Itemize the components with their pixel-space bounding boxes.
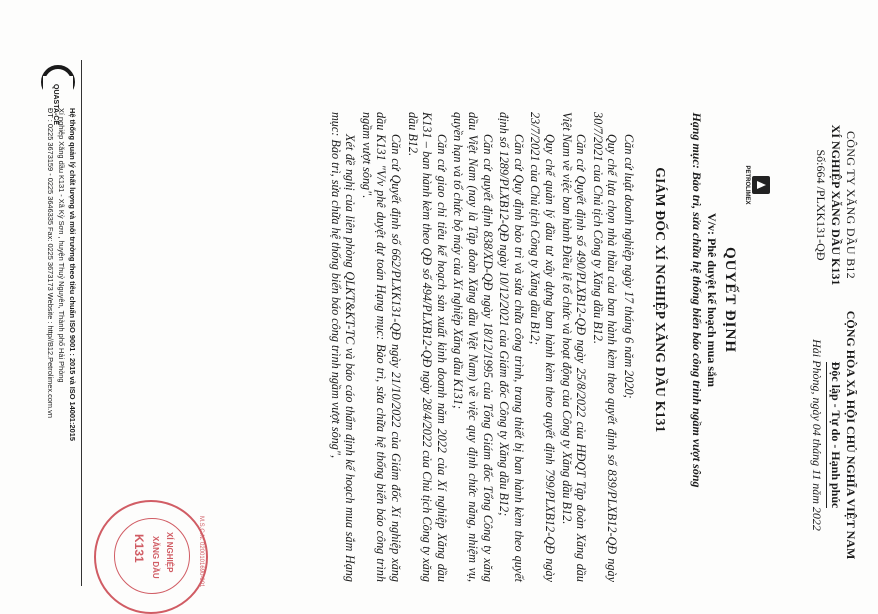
enterprise-name: XÍ NGHIỆP XĂNG DẦU K131 [829, 124, 843, 286]
decision-title-block [689, 40, 738, 560]
decision-subject: V/v: Phê duyệt kế hoạch mua sắm [705, 212, 719, 387]
footer-iso: Hệ thống quản lý chất lượng và môi trường theo tiêu chuẩn ISO 9001 : 2015 và ISO 14001:2015 [68, 108, 77, 441]
logo-text: PETROLIMEX [744, 165, 750, 205]
company-name: CÔNG TY XĂNG DẦU B12 [844, 130, 858, 279]
issuer-header [813, 90, 858, 320]
body-paragraph: Căn cứ Quyết định số 490/PLXB12-QĐ ngày 25/8/2022 của HĐQT Tập đoàn Xăng dầu Việt Nam về việc ban hành Điều lệ tổ chức và hoạt động của Công ty Xăng dầu B12. [559, 112, 589, 582]
footer-divider [81, 60, 82, 586]
company-seal [94, 500, 208, 614]
document-number: Số:664 /PLXK131-QĐ [814, 149, 828, 261]
body-paragraph: Căn cứ Quyết định số 662/PLXK131-QĐ ngày 21/10/2022 của Giám đốc Xí nghiệp xăng dầu K131 "V/v phê duyệt dự toán Hạng mục: Bảo trì, sửa chữa hệ thống biển báo công trình ngầm vượt sông". [359, 112, 404, 582]
seal-line-3: K131 [132, 534, 146, 563]
petrolimex-logo-icon [752, 176, 770, 194]
seal-ring-text: M.S.C.N: 0200101690-001 [198, 516, 204, 588]
body-paragraph: Căn cứ giao chỉ tiêu kế hoạch sản xuất kinh doanh năm 2022 của Xí nghiệp Xăng dầu K131 – ban hành kèm theo QĐ số 494/PLXB12-QĐ ngày 28/4/2022 của Chủ tịch Công ty xăng dầu B12. [405, 112, 449, 582]
body-paragraph: Quy chế lựa chọn nhà thầu của ban hành kèm theo quyết định số 839/PLXB12-QĐ ngày 30/7/2021 của Chủ tịch Công ty Xăng dầu B12. [590, 112, 620, 582]
decision-item: Hạng mục: Bảo trì, sửa chữa hệ thống biển báo công trình ngầm vượt sông [690, 112, 704, 488]
national-motto: Độc lập - Tự do - Hạnh phúc [826, 362, 843, 509]
footer-address: Xí nghiệp Xăng dầu K131 - Xã Kỳ Sơn , huyện Thuỷ Nguyên, Thành phố Hải Phòng [57, 108, 66, 383]
seal-line-2: XĂNG DẦU [151, 536, 160, 579]
quasta-text: QUASTA-CE [52, 84, 59, 126]
body-paragraph: Căn cứ luật doanh nghiệp ngày 17 tháng 6 năm 2020; [622, 134, 636, 399]
page-footer [45, 108, 78, 588]
body-paragraph: Xét đề nghị của liên phòng QLKT&KT-TC và báo cáo thẩm định kế hoạch mua sắm Hạng mục: Bảo trì, sửa chữa hệ thống biển báo công trình ngầm vượt sông", [328, 112, 358, 582]
seal-line-1: XÍ NGHIỆP [165, 532, 174, 573]
body-paragraph: Căn cứ Quy định bảo trì và sửa chữa công trình, trang thiết bị ban hành kèm theo quyết định số 1289/PLXB12-QĐ ngày 10/12/2021 của Giám đốc Công ty Xăng dầu B12; [497, 112, 526, 582]
director-heading: GIÁM ĐỐC XÍ NGHIỆP XĂNG DẦU K131 [653, 167, 668, 433]
decision-body [326, 112, 636, 582]
national-header [809, 290, 858, 580]
petrolimex-logo [744, 165, 770, 205]
issue-date: Hải Phòng, ngày 04 tháng 11 năm 2022 [810, 339, 824, 531]
quasta-certification-icon [38, 62, 78, 126]
decision-title: QUYẾT ĐỊNH [722, 247, 738, 353]
body-paragraph: Căn cứ quyết định 838/XD-QĐ ngày 18/12/1995 của Tổng Giám đốc Tổng Công ty xăng dầu Việt Nam (nay là Tập đoàn Xăng dầu Việt Nam) về việc quy định chức năng, nhiệm vụ, quyền hạn và tổ chức bộ máy của Xí nghiệp Xăng dầu K131; [451, 112, 495, 582]
footer-contact: ĐT : 0225 3673159 - 0225 3646335 Fax: 0225 3673173 Website : http//B12.Petrolimex.com.vn [46, 108, 55, 418]
body-paragraph: Quy chế quản lý đầu tư xây dựng ban hành kèm theo quyết định 799/PLXB12-QĐ ngày 23/7/2021 của Chủ tịch Công ty Xăng dầu B12; [528, 112, 558, 582]
republic-title: CỘNG HÒA XÃ HỘI CHỦ NGHĨA VIỆT NAM [844, 310, 858, 560]
